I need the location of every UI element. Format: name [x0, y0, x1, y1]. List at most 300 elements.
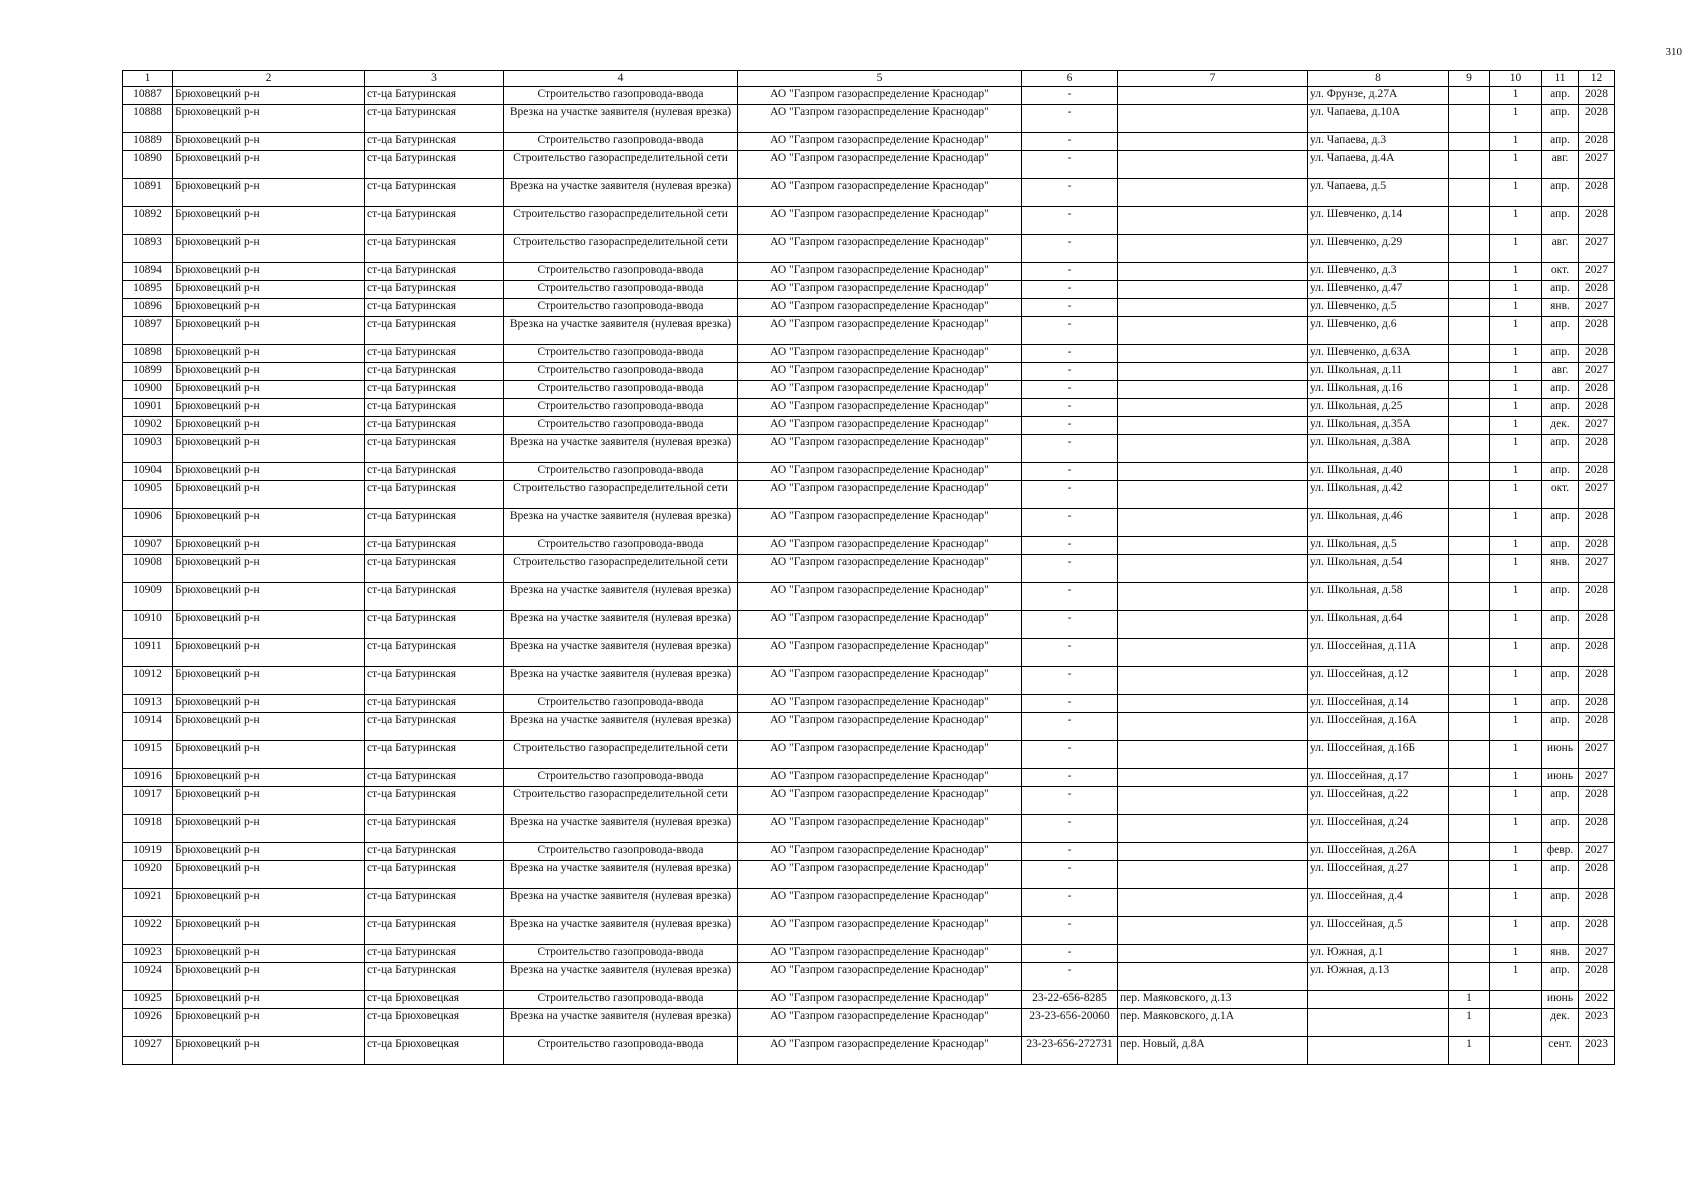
- cell-address-street: ул. Шоссейная, д.16А: [1308, 713, 1449, 741]
- cell-month: авг.: [1542, 151, 1579, 179]
- table-row: [123, 133, 1615, 151]
- cell-year: 2027: [1579, 769, 1615, 787]
- cell-work-type: Строительство газораспределительной сети: [504, 741, 738, 769]
- cell-work-type: Строительство газопровода-ввода: [504, 537, 738, 555]
- cell-count-col10: 1: [1490, 87, 1542, 105]
- cell-organization: АО "Газпром газораспределение Краснодар": [738, 133, 1022, 151]
- cell-count-col10: 1: [1490, 639, 1542, 667]
- cell-row-number: 10898: [123, 345, 173, 363]
- cell-district: Брюховецкий р-н: [173, 179, 365, 207]
- cell-address-street: ул. Шоссейная, д.12: [1308, 667, 1449, 695]
- cell-address-street: ул. Школьная, д.35А: [1308, 417, 1449, 435]
- cell-district: Брюховецкий р-н: [173, 963, 365, 991]
- cell-district: Брюховецкий р-н: [173, 87, 365, 105]
- cell-work-type: Врезка на участке заявителя (нулевая врезка): [504, 815, 738, 843]
- cell-count-col9: [1449, 345, 1490, 363]
- cell-permit-number: -: [1022, 843, 1118, 861]
- cell-month: февр.: [1542, 843, 1579, 861]
- table-row: [123, 317, 1615, 345]
- cell-count-col10: 1: [1490, 179, 1542, 207]
- cell-count-col10: 1: [1490, 263, 1542, 281]
- cell-district: Брюховецкий р-н: [173, 555, 365, 583]
- cell-address-street: ул. Чапаева, д.10А: [1308, 105, 1449, 133]
- cell-permit-number: -: [1022, 861, 1118, 889]
- cell-count-col10: 1: [1490, 583, 1542, 611]
- cell-month: апр.: [1542, 317, 1579, 345]
- cell-district: Брюховецкий р-н: [173, 281, 365, 299]
- cell-year: 2028: [1579, 695, 1615, 713]
- cell-district: Брюховецкий р-н: [173, 769, 365, 787]
- cell-count-col10: 1: [1490, 207, 1542, 235]
- cell-year: 2028: [1579, 583, 1615, 611]
- cell-row-number: 10901: [123, 399, 173, 417]
- cell-settlement: ст-ца Батуринская: [365, 815, 504, 843]
- cell-year: 2028: [1579, 815, 1615, 843]
- cell-year: 2027: [1579, 151, 1615, 179]
- cell-address-street: ул. Школьная, д.11: [1308, 363, 1449, 381]
- cell-count-col10: [1490, 1009, 1542, 1037]
- cell-address-street: [1308, 1009, 1449, 1037]
- cell-address-object: [1118, 843, 1308, 861]
- cell-address-street: ул. Южная, д.1: [1308, 945, 1449, 963]
- cell-count-col9: [1449, 463, 1490, 481]
- cell-work-type: Строительство газопровода-ввода: [504, 769, 738, 787]
- cell-count-col9: 1: [1449, 1037, 1490, 1065]
- cell-work-type: Строительство газопровода-ввода: [504, 463, 738, 481]
- cell-permit-number: -: [1022, 917, 1118, 945]
- cell-district: Брюховецкий р-н: [173, 399, 365, 417]
- cell-work-type: Строительство газопровода-ввода: [504, 133, 738, 151]
- cell-settlement: ст-ца Батуринская: [365, 463, 504, 481]
- cell-permit-number: -: [1022, 463, 1118, 481]
- cell-count-col10: 1: [1490, 105, 1542, 133]
- cell-year: 2028: [1579, 281, 1615, 299]
- cell-address-street: ул. Чапаева, д.3: [1308, 133, 1449, 151]
- cell-year: 2027: [1579, 843, 1615, 861]
- cell-settlement: ст-ца Батуринская: [365, 235, 504, 263]
- cell-permit-number: -: [1022, 555, 1118, 583]
- cell-month: янв.: [1542, 299, 1579, 317]
- cell-permit-number: -: [1022, 263, 1118, 281]
- cell-work-type: Врезка на участке заявителя (нулевая врезка): [504, 583, 738, 611]
- cell-settlement: ст-ца Батуринская: [365, 151, 504, 179]
- cell-organization: АО "Газпром газораспределение Краснодар": [738, 861, 1022, 889]
- cell-month: апр.: [1542, 713, 1579, 741]
- cell-count-col9: [1449, 235, 1490, 263]
- cell-year: 2028: [1579, 509, 1615, 537]
- cell-count-col9: [1449, 917, 1490, 945]
- cell-settlement: ст-ца Батуринская: [365, 945, 504, 963]
- cell-address-street: ул. Шоссейная, д.4: [1308, 889, 1449, 917]
- cell-count-col9: [1449, 381, 1490, 399]
- cell-work-type: Строительство газопровода-ввода: [504, 1037, 738, 1065]
- cell-count-col9: [1449, 667, 1490, 695]
- cell-row-number: 10925: [123, 991, 173, 1009]
- cell-row-number: 10897: [123, 317, 173, 345]
- cell-permit-number: -: [1022, 639, 1118, 667]
- cell-count-col9: [1449, 639, 1490, 667]
- cell-permit-number: -: [1022, 105, 1118, 133]
- cell-address-object: [1118, 889, 1308, 917]
- cell-work-type: Строительство газопровода-ввода: [504, 87, 738, 105]
- cell-row-number: 10911: [123, 639, 173, 667]
- cell-work-type: Врезка на участке заявителя (нулевая врезка): [504, 435, 738, 463]
- cell-count-col10: 1: [1490, 381, 1542, 399]
- cell-district: Брюховецкий р-н: [173, 481, 365, 509]
- cell-permit-number: -: [1022, 611, 1118, 639]
- cell-year: 2027: [1579, 481, 1615, 509]
- cell-address-street: ул. Школьная, д.64: [1308, 611, 1449, 639]
- cell-month: апр.: [1542, 963, 1579, 991]
- cell-address-object: [1118, 815, 1308, 843]
- cell-row-number: 10909: [123, 583, 173, 611]
- cell-month: апр.: [1542, 695, 1579, 713]
- table-row: [123, 583, 1615, 611]
- cell-settlement: ст-ца Батуринская: [365, 299, 504, 317]
- cell-year: 2027: [1579, 299, 1615, 317]
- table-row: [123, 1009, 1615, 1037]
- cell-permit-number: 23-23-656-20060: [1022, 1009, 1118, 1037]
- cell-month: апр.: [1542, 105, 1579, 133]
- cell-address-object: [1118, 207, 1308, 235]
- cell-count-col9: [1449, 299, 1490, 317]
- cell-address-street: ул. Южная, д.13: [1308, 963, 1449, 991]
- cell-address-street: ул. Школьная, д.58: [1308, 583, 1449, 611]
- cell-permit-number: -: [1022, 87, 1118, 105]
- cell-address-street: ул. Шевченко, д.63А: [1308, 345, 1449, 363]
- cell-work-type: Строительство газораспределительной сети: [504, 207, 738, 235]
- cell-count-col9: [1449, 769, 1490, 787]
- table-row: [123, 713, 1615, 741]
- cell-count-col9: [1449, 363, 1490, 381]
- cell-settlement: ст-ца Батуринская: [365, 917, 504, 945]
- cell-address-object: [1118, 133, 1308, 151]
- cell-address-street: ул. Шоссейная, д.11А: [1308, 639, 1449, 667]
- cell-settlement: ст-ца Батуринская: [365, 179, 504, 207]
- cell-settlement: ст-ца Батуринская: [365, 87, 504, 105]
- cell-permit-number: -: [1022, 815, 1118, 843]
- cell-address-street: ул. Шоссейная, д.26А: [1308, 843, 1449, 861]
- cell-address-object: [1118, 363, 1308, 381]
- cell-row-number: 10906: [123, 509, 173, 537]
- cell-work-type: Строительство газопровода-ввода: [504, 299, 738, 317]
- cell-address-object: [1118, 667, 1308, 695]
- cell-permit-number: -: [1022, 583, 1118, 611]
- table-row: [123, 207, 1615, 235]
- header-row: [123, 71, 1615, 87]
- cell-district: Брюховецкий р-н: [173, 945, 365, 963]
- cell-count-col10: 1: [1490, 417, 1542, 435]
- cell-district: Брюховецкий р-н: [173, 509, 365, 537]
- cell-settlement: ст-ца Брюховецкая: [365, 1037, 504, 1065]
- cell-organization: АО "Газпром газораспределение Краснодар": [738, 945, 1022, 963]
- cell-year: 2023: [1579, 1009, 1615, 1037]
- cell-settlement: ст-ца Батуринская: [365, 363, 504, 381]
- cell-organization: АО "Газпром газораспределение Краснодар": [738, 963, 1022, 991]
- cell-permit-number: -: [1022, 537, 1118, 555]
- cell-count-col10: [1490, 991, 1542, 1009]
- cell-month: апр.: [1542, 917, 1579, 945]
- cell-count-col10: 1: [1490, 945, 1542, 963]
- cell-address-street: ул. Шевченко, д.5: [1308, 299, 1449, 317]
- cell-count-col9: [1449, 861, 1490, 889]
- cell-organization: АО "Газпром газораспределение Краснодар": [738, 281, 1022, 299]
- cell-organization: АО "Газпром газораспределение Краснодар": [738, 179, 1022, 207]
- cell-year: 2028: [1579, 611, 1615, 639]
- cell-permit-number: -: [1022, 235, 1118, 263]
- cell-count-col9: [1449, 963, 1490, 991]
- cell-organization: АО "Газпром газораспределение Краснодар": [738, 583, 1022, 611]
- cell-settlement: ст-ца Батуринская: [365, 713, 504, 741]
- cell-count-col9: 1: [1449, 991, 1490, 1009]
- cell-year: 2027: [1579, 363, 1615, 381]
- cell-permit-number: 23-22-656-8285: [1022, 991, 1118, 1009]
- cell-address-street: ул. Фрунзе, д.27А: [1308, 87, 1449, 105]
- cell-district: Брюховецкий р-н: [173, 263, 365, 281]
- cell-count-col9: [1449, 133, 1490, 151]
- cell-work-type: Врезка на участке заявителя (нулевая врезка): [504, 611, 738, 639]
- cell-month: апр.: [1542, 281, 1579, 299]
- cell-organization: АО "Газпром газораспределение Краснодар": [738, 611, 1022, 639]
- cell-settlement: ст-ца Батуринская: [365, 399, 504, 417]
- cell-year: 2028: [1579, 179, 1615, 207]
- cell-permit-number: -: [1022, 713, 1118, 741]
- cell-address-object: [1118, 317, 1308, 345]
- cell-work-type: Врезка на участке заявителя (нулевая врезка): [504, 889, 738, 917]
- cell-count-col10: 1: [1490, 889, 1542, 917]
- cell-row-number: 10912: [123, 667, 173, 695]
- cell-district: Брюховецкий р-н: [173, 695, 365, 713]
- cell-address-object: [1118, 151, 1308, 179]
- cell-count-col9: [1449, 555, 1490, 583]
- cell-address-object: [1118, 417, 1308, 435]
- cell-organization: АО "Газпром газораспределение Краснодар": [738, 381, 1022, 399]
- table-row: [123, 299, 1615, 317]
- cell-row-number: 10922: [123, 917, 173, 945]
- column-header-4: 4: [504, 71, 738, 87]
- cell-year: 2027: [1579, 263, 1615, 281]
- cell-address-object: пер. Маяковского, д.1А: [1118, 1009, 1308, 1037]
- cell-settlement: ст-ца Батуринская: [365, 417, 504, 435]
- cell-month: окт.: [1542, 263, 1579, 281]
- cell-permit-number: -: [1022, 281, 1118, 299]
- cell-work-type: Строительство газораспределительной сети: [504, 787, 738, 815]
- cell-organization: АО "Газпром газораспределение Краснодар": [738, 815, 1022, 843]
- cell-address-street: ул. Шевченко, д.29: [1308, 235, 1449, 263]
- cell-settlement: ст-ца Батуринская: [365, 667, 504, 695]
- cell-address-object: [1118, 235, 1308, 263]
- column-header-7: 7: [1118, 71, 1308, 87]
- cell-count-col10: 1: [1490, 667, 1542, 695]
- table-row: [123, 179, 1615, 207]
- cell-year: 2022: [1579, 991, 1615, 1009]
- cell-address-object: [1118, 345, 1308, 363]
- cell-organization: АО "Газпром газораспределение Краснодар": [738, 481, 1022, 509]
- cell-month: дек.: [1542, 417, 1579, 435]
- cell-organization: АО "Газпром газораспределение Краснодар": [738, 299, 1022, 317]
- cell-address-street: ул. Шоссейная, д.22: [1308, 787, 1449, 815]
- table-row: [123, 381, 1615, 399]
- cell-settlement: ст-ца Батуринская: [365, 317, 504, 345]
- cell-address-object: [1118, 537, 1308, 555]
- cell-count-col10: 1: [1490, 481, 1542, 509]
- cell-district: Брюховецкий р-н: [173, 713, 365, 741]
- cell-address-street: ул. Чапаева, д.5: [1308, 179, 1449, 207]
- cell-work-type: Строительство газопровода-ввода: [504, 991, 738, 1009]
- cell-count-col9: [1449, 741, 1490, 769]
- cell-count-col9: [1449, 281, 1490, 299]
- cell-count-col9: [1449, 945, 1490, 963]
- cell-count-col9: [1449, 263, 1490, 281]
- table-row: [123, 1037, 1615, 1065]
- cell-count-col10: 1: [1490, 713, 1542, 741]
- cell-month: апр.: [1542, 399, 1579, 417]
- cell-district: Брюховецкий р-н: [173, 537, 365, 555]
- cell-year: 2028: [1579, 787, 1615, 815]
- cell-organization: АО "Газпром газораспределение Краснодар": [738, 363, 1022, 381]
- cell-address-object: [1118, 639, 1308, 667]
- cell-work-type: Врезка на участке заявителя (нулевая врезка): [504, 317, 738, 345]
- cell-month: апр.: [1542, 345, 1579, 363]
- cell-work-type: Врезка на участке заявителя (нулевая врезка): [504, 917, 738, 945]
- cell-organization: АО "Газпром газораспределение Краснодар": [738, 463, 1022, 481]
- cell-address-object: [1118, 741, 1308, 769]
- cell-organization: АО "Газпром газораспределение Краснодар": [738, 769, 1022, 787]
- cell-count-col10: 1: [1490, 769, 1542, 787]
- cell-district: Брюховецкий р-н: [173, 151, 365, 179]
- cell-month: апр.: [1542, 889, 1579, 917]
- cell-settlement: ст-ца Батуринская: [365, 583, 504, 611]
- cell-district: Брюховецкий р-н: [173, 917, 365, 945]
- table-row: [123, 509, 1615, 537]
- cell-district: Брюховецкий р-н: [173, 991, 365, 1009]
- cell-work-type: Строительство газопровода-ввода: [504, 345, 738, 363]
- cell-permit-number: -: [1022, 889, 1118, 917]
- cell-permit-number: -: [1022, 345, 1118, 363]
- table-row: [123, 917, 1615, 945]
- column-header-8: 8: [1308, 71, 1449, 87]
- cell-permit-number: -: [1022, 741, 1118, 769]
- cell-organization: АО "Газпром газораспределение Краснодар": [738, 1037, 1022, 1065]
- cell-count-col9: [1449, 179, 1490, 207]
- cell-row-number: 10916: [123, 769, 173, 787]
- cell-year: 2028: [1579, 435, 1615, 463]
- column-header-9: 9: [1449, 71, 1490, 87]
- cell-count-col10: 1: [1490, 537, 1542, 555]
- table-row: [123, 963, 1615, 991]
- cell-permit-number: -: [1022, 317, 1118, 345]
- cell-permit-number: -: [1022, 435, 1118, 463]
- cell-month: апр.: [1542, 381, 1579, 399]
- cell-row-number: 10910: [123, 611, 173, 639]
- cell-settlement: ст-ца Батуринская: [365, 741, 504, 769]
- cell-count-col10: 1: [1490, 151, 1542, 179]
- cell-count-col10: 1: [1490, 463, 1542, 481]
- cell-address-object: [1118, 281, 1308, 299]
- table-row: [123, 399, 1615, 417]
- cell-row-number: 10913: [123, 695, 173, 713]
- cell-row-number: 10915: [123, 741, 173, 769]
- cell-row-number: 10926: [123, 1009, 173, 1037]
- cell-organization: АО "Газпром газораспределение Краснодар": [738, 317, 1022, 345]
- cell-address-object: [1118, 861, 1308, 889]
- cell-organization: АО "Газпром газораспределение Краснодар": [738, 263, 1022, 281]
- cell-count-col9: [1449, 537, 1490, 555]
- cell-month: апр.: [1542, 133, 1579, 151]
- cell-count-col10: 1: [1490, 317, 1542, 345]
- cell-row-number: 10921: [123, 889, 173, 917]
- cell-row-number: 10900: [123, 381, 173, 399]
- cell-organization: АО "Газпром газораспределение Краснодар": [738, 1009, 1022, 1037]
- cell-count-col10: 1: [1490, 299, 1542, 317]
- cell-settlement: ст-ца Батуринская: [365, 843, 504, 861]
- cell-year: 2028: [1579, 87, 1615, 105]
- cell-district: Брюховецкий р-н: [173, 363, 365, 381]
- cell-row-number: 10914: [123, 713, 173, 741]
- table-row: [123, 263, 1615, 281]
- table-row: [123, 105, 1615, 133]
- cell-address-object: [1118, 263, 1308, 281]
- cell-work-type: Врезка на участке заявителя (нулевая врезка): [504, 713, 738, 741]
- cell-district: Брюховецкий р-н: [173, 435, 365, 463]
- cell-row-number: 10904: [123, 463, 173, 481]
- cell-year: 2027: [1579, 417, 1615, 435]
- cell-address-object: [1118, 787, 1308, 815]
- cell-count-col9: [1449, 815, 1490, 843]
- cell-work-type: Врезка на участке заявителя (нулевая врезка): [504, 509, 738, 537]
- cell-count-col9: [1449, 713, 1490, 741]
- cell-row-number: 10899: [123, 363, 173, 381]
- cell-settlement: ст-ца Батуринская: [365, 435, 504, 463]
- table-row: [123, 639, 1615, 667]
- page-number: 310: [1665, 46, 1682, 58]
- cell-month: окт.: [1542, 481, 1579, 509]
- cell-month: авг.: [1542, 235, 1579, 263]
- cell-work-type: Строительство газопровода-ввода: [504, 417, 738, 435]
- cell-organization: АО "Газпром газораспределение Краснодар": [738, 537, 1022, 555]
- cell-organization: АО "Газпром газораспределение Краснодар": [738, 207, 1022, 235]
- cell-address-street: ул. Шоссейная, д.16Б: [1308, 741, 1449, 769]
- cell-settlement: ст-ца Батуринская: [365, 555, 504, 583]
- cell-address-street: ул. Шевченко, д.14: [1308, 207, 1449, 235]
- cell-work-type: Строительство газопровода-ввода: [504, 695, 738, 713]
- cell-organization: АО "Газпром газораспределение Краснодар": [738, 235, 1022, 263]
- cell-month: апр.: [1542, 463, 1579, 481]
- cell-work-type: Строительство газопровода-ввода: [504, 281, 738, 299]
- cell-month: апр.: [1542, 787, 1579, 815]
- table-body: [123, 87, 1615, 1065]
- cell-month: апр.: [1542, 815, 1579, 843]
- cell-month: апр.: [1542, 667, 1579, 695]
- column-header-3: 3: [365, 71, 504, 87]
- cell-count-col10: 1: [1490, 281, 1542, 299]
- cell-work-type: Строительство газопровода-ввода: [504, 945, 738, 963]
- cell-count-col9: [1449, 583, 1490, 611]
- cell-count-col9: [1449, 695, 1490, 713]
- cell-district: Брюховецкий р-н: [173, 583, 365, 611]
- cell-row-number: 10894: [123, 263, 173, 281]
- cell-district: Брюховецкий р-н: [173, 861, 365, 889]
- cell-address-object: [1118, 963, 1308, 991]
- cell-district: Брюховецкий р-н: [173, 639, 365, 667]
- cell-year: 2028: [1579, 639, 1615, 667]
- cell-count-col10: 1: [1490, 235, 1542, 263]
- cell-month: апр.: [1542, 583, 1579, 611]
- cell-permit-number: -: [1022, 481, 1118, 509]
- cell-year: 2028: [1579, 381, 1615, 399]
- cell-row-number: 10923: [123, 945, 173, 963]
- cell-organization: АО "Газпром газораспределение Краснодар": [738, 741, 1022, 769]
